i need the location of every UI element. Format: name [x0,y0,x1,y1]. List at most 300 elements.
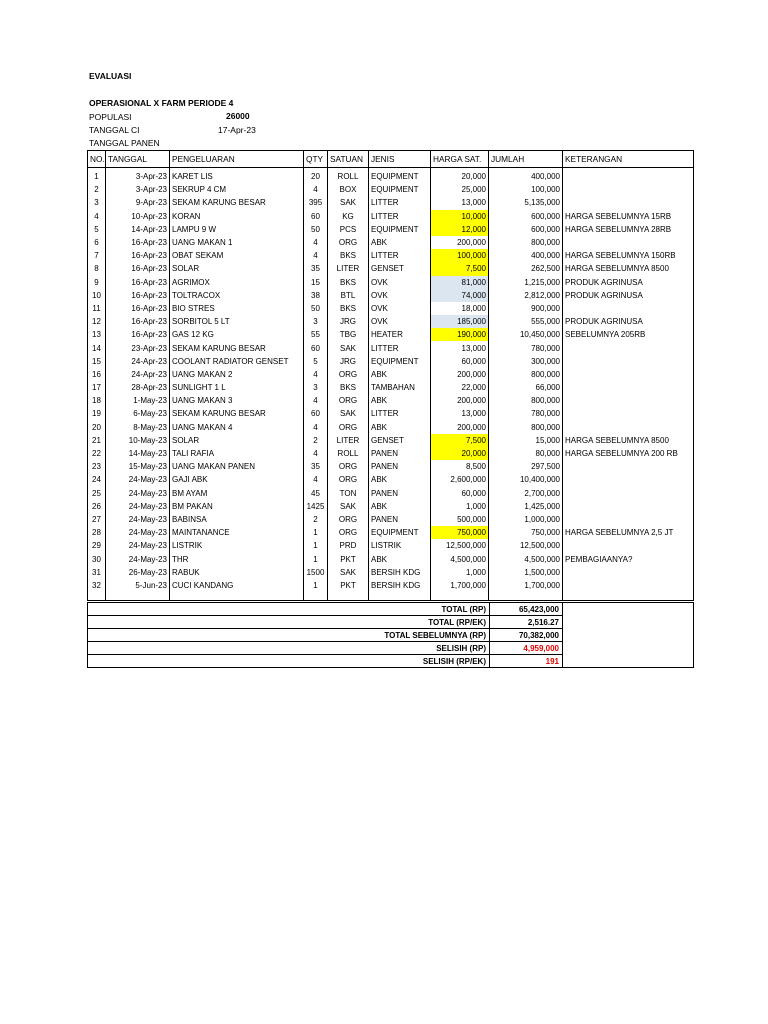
cell-tanggal: 24-May-23 [106,500,170,513]
cell-harga: 12,000 [431,223,489,236]
cell-qty: 50 [304,223,328,236]
spacer-cell [170,592,304,601]
cell-pengeluaran: RABUK [170,566,304,579]
summary-note-cell [563,616,694,629]
cell-harga: 81,000 [431,276,489,289]
header-no: NO. [88,151,106,168]
expense-table [87,150,694,601]
cell-pengeluaran: TALI RAFIA [170,447,304,460]
table-row [88,579,694,592]
cell-satuan: TBG [328,328,369,341]
cell-tanggal: 16-Apr-23 [106,302,170,315]
cell-qty: 20 [304,168,328,184]
summary-value: 65,423,000 [490,603,563,616]
cell-satuan: ORG [328,460,369,473]
cell-jumlah: 300,000 [489,355,563,368]
spacer-cell [489,592,563,601]
populasi-value: 26000 [226,111,250,121]
cell-no: 18 [88,394,106,407]
summary-value: 4,959,000 [490,642,563,655]
cell-satuan: PKT [328,552,369,565]
cell-no: 13 [88,328,106,341]
cell-harga: 12,500,000 [431,539,489,552]
cell-harga: 1,000 [431,566,489,579]
cell-pengeluaran: TOLTRACOX [170,289,304,302]
cell-jenis: OVK [369,276,431,289]
cell-qty: 35 [304,262,328,275]
cell-jumlah: 15,000 [489,434,563,447]
cell-qty: 50 [304,302,328,315]
cell-jenis: PANEN [369,447,431,460]
summary-row [88,616,694,629]
cell-pengeluaran: UANG MAKAN 2 [170,368,304,381]
cell-pengeluaran: AGRIMOX [170,276,304,289]
cell-jenis: LISTRIK [369,539,431,552]
cell-harga: 200,000 [431,236,489,249]
cell-jenis: GENSET [369,262,431,275]
spacer-cell [88,592,106,601]
cell-pengeluaran: BM PAKAN [170,500,304,513]
cell-no: 1 [88,168,106,184]
summary-label: TOTAL (RP) [88,603,490,616]
cell-jumlah: 900,000 [489,302,563,315]
cell-satuan: BKS [328,276,369,289]
cell-jumlah: 400,000 [489,168,563,184]
table-spacer-row [88,592,694,601]
cell-harga: 60,000 [431,355,489,368]
cell-no: 14 [88,341,106,354]
cell-no: 10 [88,289,106,302]
cell-jumlah: 1,500,000 [489,566,563,579]
cell-tanggal: 26-May-23 [106,566,170,579]
cell-no: 32 [88,579,106,592]
cell-satuan: JRG [328,355,369,368]
cell-tanggal: 24-May-23 [106,539,170,552]
cell-no: 26 [88,500,106,513]
document-title: EVALUASI [89,71,132,81]
cell-tanggal: 24-May-23 [106,473,170,486]
cell-keterangan: HARGA SEBELUMNYA 8500 [563,262,694,275]
cell-pengeluaran: GAJI ABK [170,473,304,486]
cell-jenis: OVK [369,302,431,315]
cell-jumlah: 800,000 [489,368,563,381]
cell-harga: 500,000 [431,513,489,526]
cell-jenis: BERSIH KDG [369,566,431,579]
table-row [88,539,694,552]
summary-note-cell [563,629,694,642]
header-keterangan: KETERANGAN [563,151,694,168]
cell-satuan: ROLL [328,447,369,460]
table-row [88,168,694,184]
cell-keterangan [563,196,694,209]
cell-keterangan: PEMBAGIAANYA? [563,552,694,565]
cell-keterangan: HARGA SEBELUMNYA 8500 [563,434,694,447]
cell-no: 15 [88,355,106,368]
cell-jenis: ABK [369,500,431,513]
cell-jumlah: 10,400,000 [489,473,563,486]
cell-satuan: JRG [328,315,369,328]
cell-keterangan [563,421,694,434]
cell-keterangan [563,513,694,526]
cell-pengeluaran: THR [170,552,304,565]
table-row [88,487,694,500]
table-row [88,421,694,434]
table-row [88,276,694,289]
cell-no: 7 [88,249,106,262]
cell-tanggal: 15-May-23 [106,460,170,473]
cell-pengeluaran: SEKAM KARUNG BESAR [170,196,304,209]
cell-pengeluaran: UANG MAKAN 1 [170,236,304,249]
cell-tanggal: 14-Apr-23 [106,223,170,236]
table-row [88,341,694,354]
table-row [88,355,694,368]
cell-pengeluaran: SEKAM KARUNG BESAR [170,407,304,420]
cell-harga: 1,700,000 [431,579,489,592]
summary-label: TOTAL (RP/EK) [88,616,490,629]
cell-qty: 1 [304,579,328,592]
cell-jenis: OVK [369,289,431,302]
table-row [88,552,694,565]
cell-jumlah: 262,500 [489,262,563,275]
cell-keterangan [563,579,694,592]
cell-harga: 13,000 [431,196,489,209]
table-row [88,328,694,341]
cell-pengeluaran: SEKRUP 4 CM [170,183,304,196]
cell-satuan: ORG [328,368,369,381]
cell-satuan: SAK [328,500,369,513]
cell-no: 25 [88,487,106,500]
cell-jenis: EQUIPMENT [369,183,431,196]
cell-jenis: EQUIPMENT [369,168,431,184]
cell-keterangan [563,168,694,184]
summary-row [88,655,694,668]
table-row [88,566,694,579]
header-pengeluaran: PENGELUARAN [170,151,304,168]
cell-jenis: ABK [369,368,431,381]
cell-satuan: BTL [328,289,369,302]
cell-satuan: SAK [328,566,369,579]
cell-jumlah: 1,000,000 [489,513,563,526]
cell-jenis: LITTER [369,196,431,209]
cell-harga: 20,000 [431,447,489,460]
cell-tanggal: 3-Apr-23 [106,168,170,184]
cell-pengeluaran: SORBITOL 5 LT [170,315,304,328]
cell-jenis: TAMBAHAN [369,381,431,394]
cell-pengeluaran: LISTRIK [170,539,304,552]
cell-qty: 3 [304,381,328,394]
cell-harga: 750,000 [431,526,489,539]
cell-harga: 13,000 [431,341,489,354]
cell-qty: 4 [304,421,328,434]
cell-satuan: SAK [328,196,369,209]
cell-harga: 100,000 [431,249,489,262]
spacer-cell [106,592,170,601]
cell-qty: 1425 [304,500,328,513]
cell-pengeluaran: COOLANT RADIATOR GENSET [170,355,304,368]
cell-no: 2 [88,183,106,196]
summary-note-cell [563,642,694,655]
cell-keterangan [563,368,694,381]
cell-no: 17 [88,381,106,394]
cell-satuan: SAK [328,407,369,420]
cell-jenis: ABK [369,394,431,407]
cell-tanggal: 16-Apr-23 [106,276,170,289]
summary-note-cell [563,655,694,668]
cell-tanggal: 16-Apr-23 [106,289,170,302]
cell-qty: 395 [304,196,328,209]
header-jumlah: JUMLAH [489,151,563,168]
cell-jumlah: 800,000 [489,421,563,434]
cell-pengeluaran: UANG MAKAN PANEN [170,460,304,473]
cell-satuan: ORG [328,526,369,539]
cell-satuan: BKS [328,249,369,262]
cell-keterangan [563,460,694,473]
cell-satuan: BKS [328,381,369,394]
cell-jenis: EQUIPMENT [369,355,431,368]
cell-jumlah: 600,000 [489,223,563,236]
document-subtitle: OPERASIONAL X FARM PERIODE 4 [89,98,234,108]
cell-pengeluaran: GAS 12 KG [170,328,304,341]
cell-jenis: ABK [369,421,431,434]
cell-no: 11 [88,302,106,315]
cell-no: 22 [88,447,106,460]
summary-row [88,603,694,616]
cell-tanggal: 24-May-23 [106,513,170,526]
cell-keterangan [563,566,694,579]
cell-tanggal: 24-Apr-23 [106,355,170,368]
cell-harga: 74,000 [431,289,489,302]
cell-harga: 190,000 [431,328,489,341]
cell-qty: 60 [304,407,328,420]
spacer-cell [563,592,694,601]
cell-tanggal: 24-May-23 [106,487,170,500]
cell-harga: 22,000 [431,381,489,394]
cell-harga: 185,000 [431,315,489,328]
cell-jenis: LITTER [369,210,431,223]
cell-jumlah: 780,000 [489,341,563,354]
cell-no: 21 [88,434,106,447]
table-row [88,315,694,328]
cell-pengeluaran: LAMPU 9 W [170,223,304,236]
cell-jumlah: 2,700,000 [489,487,563,500]
table-header-row [88,151,694,168]
summary-note-cell [563,603,694,616]
cell-satuan: ORG [328,236,369,249]
cell-no: 16 [88,368,106,381]
cell-harga: 7,500 [431,262,489,275]
cell-jumlah: 1,425,000 [489,500,563,513]
cell-harga: 18,000 [431,302,489,315]
cell-no: 31 [88,566,106,579]
cell-no: 29 [88,539,106,552]
cell-no: 12 [88,315,106,328]
cell-jenis: OVK [369,315,431,328]
cell-no: 24 [88,473,106,486]
cell-harga: 25,000 [431,183,489,196]
cell-no: 30 [88,552,106,565]
table-row [88,302,694,315]
cell-tanggal: 10-May-23 [106,434,170,447]
cell-tanggal: 16-Apr-23 [106,328,170,341]
cell-pengeluaran: BM AYAM [170,487,304,500]
table-row [88,381,694,394]
cell-harga: 7,500 [431,434,489,447]
cell-tanggal: 3-Apr-23 [106,183,170,196]
cell-jumlah: 80,000 [489,447,563,460]
table-row [88,394,694,407]
cell-tanggal: 14-May-23 [106,447,170,460]
cell-qty: 1 [304,526,328,539]
cell-tanggal: 8-May-23 [106,421,170,434]
cell-tanggal: 23-Apr-23 [106,341,170,354]
summary-label: SELISIH (RP) [88,642,490,655]
header-jenis: JENIS [369,151,431,168]
cell-keterangan: HARGA SEBELUMNYA 150RB [563,249,694,262]
cell-tanggal: 10-Apr-23 [106,210,170,223]
cell-no: 4 [88,210,106,223]
cell-jenis: LITTER [369,341,431,354]
cell-jumlah: 5,135,000 [489,196,563,209]
cell-harga: 60,000 [431,487,489,500]
cell-qty: 1500 [304,566,328,579]
cell-pengeluaran: OBAT SEKAM [170,249,304,262]
table-row [88,183,694,196]
cell-qty: 35 [304,460,328,473]
cell-jenis: HEATER [369,328,431,341]
cell-keterangan [563,183,694,196]
cell-jumlah: 750,000 [489,526,563,539]
summary-table [87,602,694,668]
cell-qty: 4 [304,368,328,381]
cell-satuan: PRD [328,539,369,552]
cell-qty: 38 [304,289,328,302]
cell-satuan: ORG [328,473,369,486]
cell-satuan: SAK [328,341,369,354]
cell-keterangan: SEBELUMNYA 205RB [563,328,694,341]
cell-qty: 1 [304,552,328,565]
cell-qty: 4 [304,249,328,262]
cell-tanggal: 5-Jun-23 [106,579,170,592]
cell-pengeluaran: SOLAR [170,262,304,275]
cell-satuan: LITER [328,434,369,447]
cell-jenis: LITTER [369,407,431,420]
cell-pengeluaran: SOLAR [170,434,304,447]
cell-jumlah: 780,000 [489,407,563,420]
cell-harga: 200,000 [431,394,489,407]
table-row [88,526,694,539]
cell-satuan: PCS [328,223,369,236]
cell-jenis: LITTER [369,249,431,262]
summary-row [88,642,694,655]
cell-tanggal: 24-May-23 [106,552,170,565]
table-row [88,223,694,236]
cell-harga: 13,000 [431,407,489,420]
cell-qty: 4 [304,183,328,196]
cell-satuan: ROLL [328,168,369,184]
header-qty: QTY [304,151,328,168]
table-row [88,368,694,381]
cell-pengeluaran: MAINTANANCE [170,526,304,539]
cell-jenis: GENSET [369,434,431,447]
spacer-cell [304,592,328,601]
cell-harga: 10,000 [431,210,489,223]
cell-keterangan [563,407,694,420]
cell-keterangan: HARGA SEBELUMNYA 200 RB [563,447,694,460]
cell-keterangan [563,302,694,315]
cell-tanggal: 24-May-23 [106,526,170,539]
cell-jumlah: 297,500 [489,460,563,473]
summary-label: TOTAL SEBELUMNYA (RP) [88,629,490,642]
cell-satuan: ORG [328,513,369,526]
cell-tanggal: 24-Apr-23 [106,368,170,381]
cell-jenis: EQUIPMENT [369,223,431,236]
cell-pengeluaran: UANG MAKAN 4 [170,421,304,434]
cell-no: 20 [88,421,106,434]
cell-keterangan [563,487,694,500]
cell-qty: 55 [304,328,328,341]
cell-jenis: BERSIH KDG [369,579,431,592]
table-row [88,289,694,302]
cell-keterangan [563,341,694,354]
cell-jumlah: 66,000 [489,381,563,394]
cell-qty: 60 [304,341,328,354]
cell-keterangan: PRODUK AGRINUSA [563,276,694,289]
cell-tanggal: 16-Apr-23 [106,315,170,328]
populasi-label: POPULASI [89,112,132,122]
cell-jenis: ABK [369,552,431,565]
summary-label: SELISIH (RP/EK) [88,655,490,668]
cell-no: 27 [88,513,106,526]
cell-jumlah: 4,500,000 [489,552,563,565]
cell-jumlah: 600,000 [489,210,563,223]
cell-keterangan [563,355,694,368]
header-satuan: SATUAN [328,151,369,168]
cell-no: 3 [88,196,106,209]
tanggal-ci-value: 17-Apr-23 [218,125,256,135]
cell-pengeluaran: SEKAM KARUNG BESAR [170,341,304,354]
cell-satuan: KG [328,210,369,223]
cell-satuan: PKT [328,579,369,592]
cell-qty: 2 [304,434,328,447]
table-row [88,236,694,249]
cell-pengeluaran: SUNLIGHT 1 L [170,381,304,394]
cell-qty: 4 [304,473,328,486]
cell-qty: 4 [304,236,328,249]
cell-keterangan [563,236,694,249]
cell-harga: 4,500,000 [431,552,489,565]
cell-harga: 8,500 [431,460,489,473]
cell-keterangan [563,500,694,513]
cell-keterangan: PRODUK AGRINUSA [563,315,694,328]
cell-jumlah: 800,000 [489,394,563,407]
cell-qty: 60 [304,210,328,223]
cell-satuan: ORG [328,421,369,434]
cell-pengeluaran: UANG MAKAN 3 [170,394,304,407]
summary-value: 2,516.27 [490,616,563,629]
cell-jumlah: 12,500,000 [489,539,563,552]
cell-no: 19 [88,407,106,420]
cell-jumlah: 100,000 [489,183,563,196]
cell-jumlah: 555,000 [489,315,563,328]
cell-jumlah: 800,000 [489,236,563,249]
cell-harga: 200,000 [431,368,489,381]
cell-pengeluaran: BABINSA [170,513,304,526]
cell-satuan: LITER [328,262,369,275]
cell-qty: 4 [304,394,328,407]
table-row [88,249,694,262]
cell-jenis: EQUIPMENT [369,526,431,539]
tanggal-panen-label: TANGGAL PANEN [89,138,160,148]
